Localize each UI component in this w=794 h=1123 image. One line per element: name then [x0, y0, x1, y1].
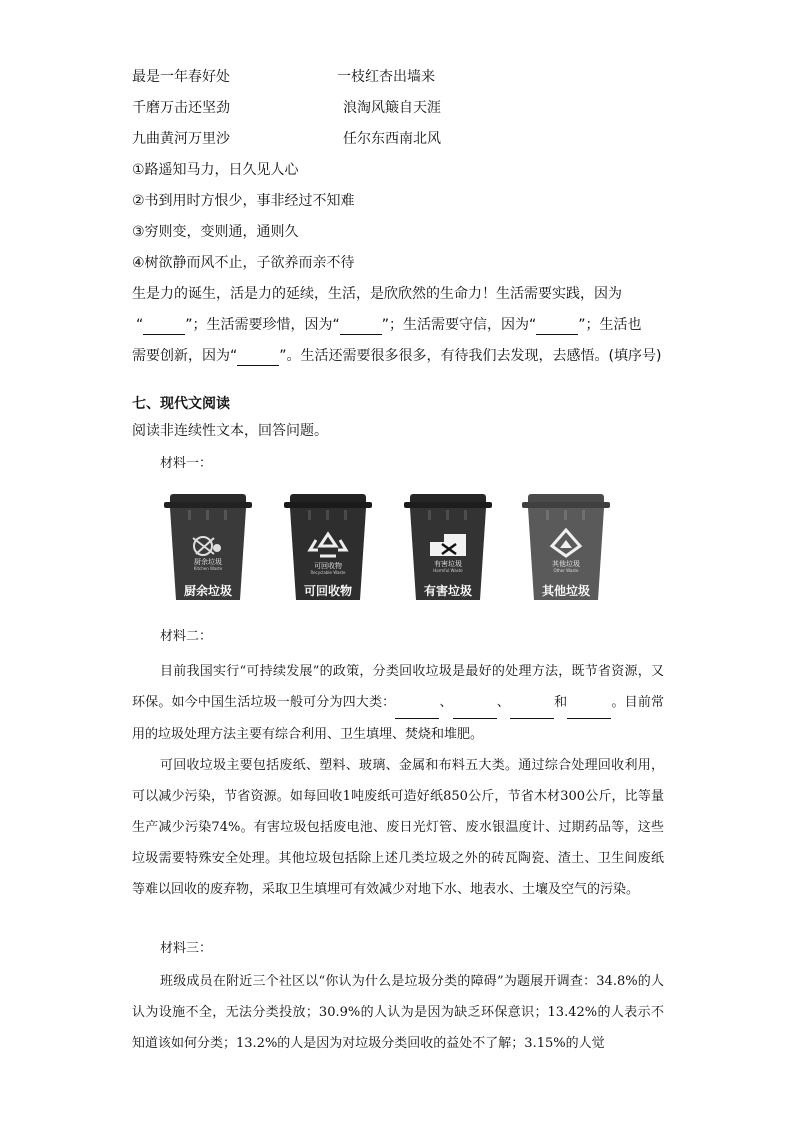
material-2-paragraph-2: 可回收垃圾主要包括废纸、塑料、玻璃、金属和布料五大类。通过综合处理回收利用，可以减少污染，节省资源。如每回收1吨废纸可造好纸850公斤，节省木材300公斤，比等量生产减少污染74%。有害垃圾包括废电池、废日光灯管、废水银温度计、过期药品等，这些垃圾需要特殊安全处理。其他垃圾包括除上述几类垃圾之外的砖瓦陶瓷、渣土、卫生间废纸等难以回收的废弃物，采取卫生填埋可有效减少对地下水、地表水、土壤及空气的污染。 [132, 758, 664, 897]
waste-bins-figure [160, 490, 600, 610]
answer-blank[interactable] [567, 687, 611, 719]
saying-item: ④树欲静而风不止，子欲养而亲不待 [132, 255, 355, 271]
poem-line-a: 最是一年春好处 [132, 69, 230, 85]
material-2-label: 材料二： [160, 629, 213, 644]
harmful-waste-icon [430, 534, 466, 556]
bin-en-caption: Kitchen Waste [193, 566, 223, 571]
bin-en-caption: Other Waste [553, 568, 579, 573]
text-fragment: ”。生活还需要很多很多，有待我们去发现，去感悟。(填序号) [279, 348, 662, 364]
material-2-paragraph-1 [132, 656, 664, 750]
waste-bin-recyclable [280, 490, 376, 606]
text-fragment: 需要创新，因为“ [132, 348, 238, 364]
poem-line-b: 任尔东西南北风 [343, 131, 441, 147]
text-fragment: 。目前常用的垃圾处理方法主要有综合利用、卫生填埋、焚烧和堆肥。 [132, 695, 664, 742]
text-fragment: 目前我国实行“可持续发展”的政策，分类回收垃圾是最好的处理方法，既节省资源，又环保。如今中国生活垃圾一般可分为四大类： [132, 664, 664, 710]
material-3-label: 材料三： [160, 941, 213, 956]
saying-item: ②书到用时方恨少，事非经过不知难 [132, 193, 355, 209]
fill-paragraph-line2 [136, 316, 642, 335]
bin-en-caption: Harmful Waste [433, 568, 463, 573]
text-fragment: 、 [439, 695, 453, 710]
saying-item: ③穷则变，变则通，通则久 [132, 224, 299, 240]
bin-en-caption: Recyclable Waste [310, 570, 346, 575]
answer-blank[interactable] [395, 687, 439, 719]
section-title: 七、现代文阅读 [132, 396, 230, 412]
answer-blank[interactable] [453, 687, 497, 719]
text-fragment: ”；生活需要珍惜，因为“ [185, 317, 340, 333]
bin-label: 其他垃圾 [541, 584, 590, 598]
text-fragment: 、 [496, 695, 510, 710]
answer-blank[interactable] [536, 316, 578, 335]
bin-cn-caption: 有害垃圾 [434, 560, 462, 568]
fill-paragraph-line1: 生是力的诞生，活是力的延续，生活，是欣欣然的生命力！生活需要实践，因为 [132, 286, 622, 302]
bin-cn-caption: 厨余垃圾 [194, 558, 222, 566]
material-3-paragraph: 班级成员在附近三个社区以“你认为什么是垃圾分类的障碍”为题展开调查：34.8%的人认为设施不全，无法分类投放；30.9%的人认为是因为缺乏环保意识；13.42%的人表示不知道该如何分类；13.2%的人是因为对垃圾分类回收的益处不了解；3.15%的人觉 [132, 974, 664, 1051]
poem-line-a: 千磨万击还坚劲 [132, 100, 230, 116]
bin-cn-caption: 其他垃圾 [552, 560, 580, 568]
poem-line-b: 浪淘风簸自天涯 [343, 100, 441, 116]
waste-bin-other [518, 490, 614, 606]
text-fragment: ”；生活需要守信，因为“ [381, 317, 537, 333]
fill-paragraph-line3 [132, 347, 661, 366]
saying-item: ①路遥知马力，日久见人心 [132, 162, 299, 178]
answer-blank[interactable] [237, 347, 279, 366]
waste-bin-kitchen [160, 490, 256, 606]
answer-blank[interactable] [143, 316, 185, 335]
section-instruction: 阅读非连续性文本，回答问题。 [132, 423, 328, 439]
answer-blank[interactable] [340, 316, 382, 335]
bin-label: 有害垃圾 [423, 584, 472, 598]
bin-label: 厨余垃圾 [183, 584, 232, 598]
text-fragment: 和 [553, 695, 568, 710]
text-fragment: “ [136, 317, 144, 333]
bin-label: 可回收物 [303, 584, 352, 598]
waste-bin-harmful [400, 490, 496, 606]
answer-blank[interactable] [510, 687, 554, 719]
poem-line-b: 一枝红杏出墙来 [337, 69, 435, 85]
material-1-label: 材料一： [160, 456, 213, 471]
bin-cn-caption: 可回收物 [314, 562, 342, 570]
text-fragment: ”；生活也 [578, 317, 642, 333]
poem-line-a: 九曲黄河万里沙 [132, 131, 230, 147]
